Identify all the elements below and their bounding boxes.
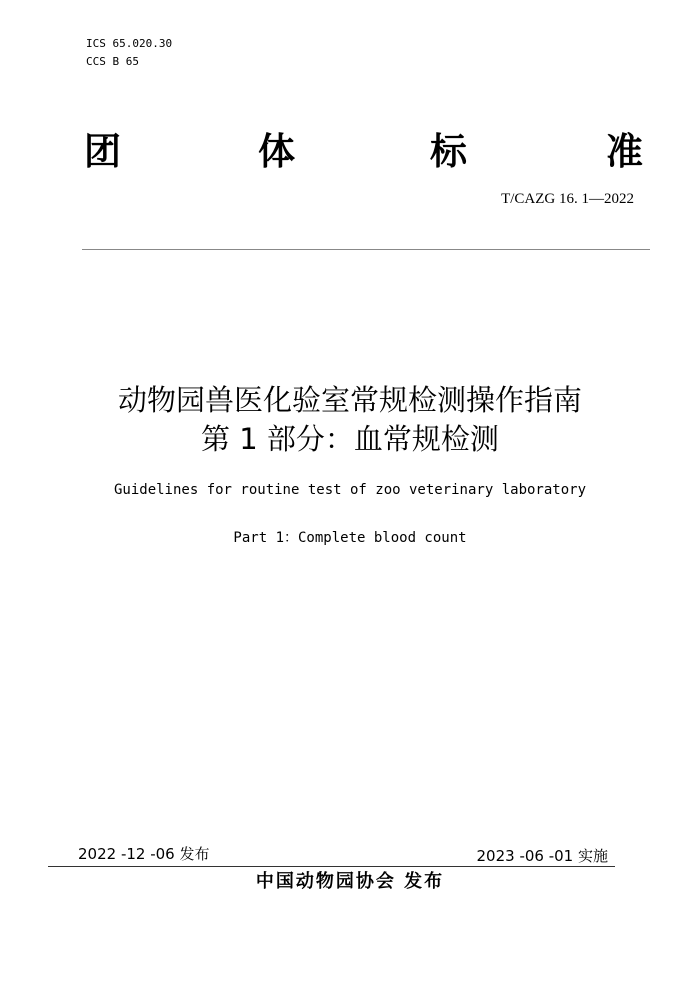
publisher: 中国动物园协会 发布 [255, 871, 445, 892]
standard-type-char-2: 体 [258, 130, 295, 173]
subtitle-english: Part 1：Complete blood count [233, 530, 467, 546]
standard-number: T/CAZG 16. 1—2022 [501, 191, 634, 207]
ics-code: ICS 65.020.30 [86, 37, 173, 50]
title-chinese: 动物园兽医化验室常规检测操作指南 [117, 383, 582, 417]
standard-type-char-1: 团 [84, 130, 121, 173]
implementation-date: 2023 -06 -01 实施 [476, 847, 608, 865]
standard-type-char-3: 标 [430, 130, 467, 173]
header-divider [82, 249, 650, 250]
subtitle-chinese: 第 1 部分：血常规检测 [201, 422, 499, 456]
standard-type-char-4: 准 [606, 130, 643, 173]
issue-date: 2022 -12 -06 发布 [78, 845, 210, 863]
ccs-code: CCS B 65 [86, 55, 139, 68]
title-english: Guidelines for routine test of zoo veterinary laboratory [113, 482, 586, 498]
